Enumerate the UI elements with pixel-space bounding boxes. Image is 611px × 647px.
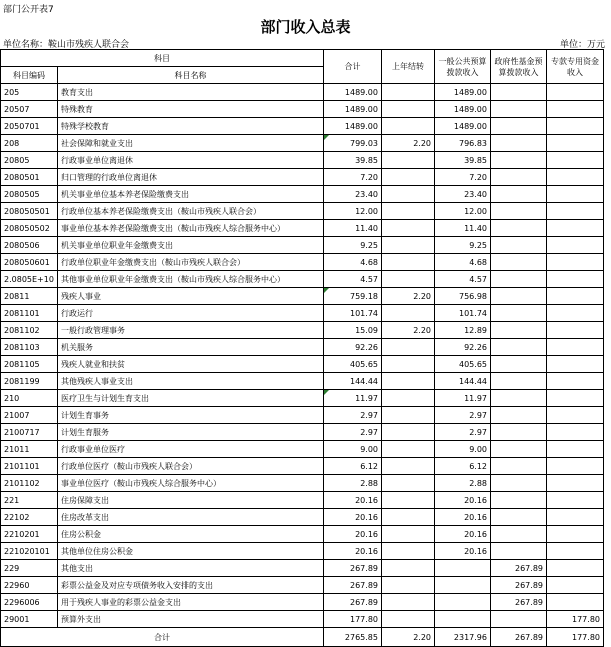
total-total: 2765.85 — [324, 628, 382, 647]
cell-name: 彩票公益金及对应专项债务收入安排的支出 — [58, 577, 324, 594]
table-row[interactable] — [1, 118, 604, 135]
table-row[interactable] — [1, 152, 604, 169]
cell-name: 行政单位医疗（鞍山市残疾人联合会） — [58, 458, 324, 475]
table-row[interactable] — [1, 458, 604, 475]
unit-row — [0, 36, 611, 50]
cell-code: 2081199 — [1, 373, 58, 390]
cell-code: 2100717 — [1, 424, 58, 441]
cell-special — [547, 458, 604, 475]
cell-general: 20.16 — [435, 526, 491, 543]
cell-name: 计划生育事务 — [58, 407, 324, 424]
cell-special — [547, 475, 604, 492]
cell-code: 22960 — [1, 577, 58, 594]
cell-name: 机关事业单位职业年金缴费支出 — [58, 237, 324, 254]
cell-special — [547, 135, 604, 152]
cell-total: 20.16 — [324, 543, 382, 560]
cell-special — [547, 560, 604, 577]
cell-total: 2.97 — [324, 407, 382, 424]
cell-fund — [491, 390, 547, 407]
cell-total: 267.89 — [324, 577, 382, 594]
table-row[interactable] — [1, 577, 604, 594]
table-row[interactable] — [1, 237, 604, 254]
cell-general: 11.40 — [435, 220, 491, 237]
cell-general — [435, 594, 491, 611]
cell-name: 行政单位职业年金缴费支出（鞍山市残疾人联合会） — [58, 254, 324, 271]
cell-special — [547, 237, 604, 254]
cell-fund — [491, 101, 547, 118]
unit-name: 单位名称：鞍山市残疾人联合会 — [3, 40, 130, 50]
cell-special — [547, 526, 604, 543]
total-carryover: 2.20 — [382, 628, 435, 647]
table-body — [1, 84, 604, 628]
cell-fund — [491, 271, 547, 288]
cell-fund — [491, 373, 547, 390]
table-row[interactable] — [1, 373, 604, 390]
cell-code: 2210201 — [1, 526, 58, 543]
total-special: 177.80 — [547, 628, 604, 647]
cell-special — [547, 407, 604, 424]
cell-fund — [491, 118, 547, 135]
cell-carryover: 2.20 — [382, 288, 435, 305]
cell-fund — [491, 152, 547, 169]
cell-general: 39.85 — [435, 152, 491, 169]
cell-fund — [491, 356, 547, 373]
cell-total: 405.65 — [324, 356, 382, 373]
cell-code: 208050501 — [1, 203, 58, 220]
cell-fund: 267.89 — [491, 577, 547, 594]
cell-carryover — [382, 543, 435, 560]
cell-general: 9.00 — [435, 441, 491, 458]
table-row[interactable] — [1, 135, 604, 152]
cell-general: 1489.00 — [435, 101, 491, 118]
cell-total: 101.74 — [324, 305, 382, 322]
cell-carryover — [382, 84, 435, 101]
cell-carryover: 2.20 — [382, 322, 435, 339]
cell-name: 事业单位基本养老保险缴费支出（鞍山市残疾人综合服务中心） — [58, 220, 324, 237]
cell-total: 1489.00 — [324, 84, 382, 101]
table-row[interactable] — [1, 169, 604, 186]
cell-special — [547, 118, 604, 135]
cell-special — [547, 305, 604, 322]
cell-name: 残疾人事业 — [58, 288, 324, 305]
header-carryover: 上年结转 — [382, 50, 435, 84]
table-row[interactable] — [1, 543, 604, 560]
cell-special — [547, 373, 604, 390]
total-fund: 267.89 — [491, 628, 547, 647]
cell-carryover — [382, 237, 435, 254]
table-row[interactable] — [1, 560, 604, 577]
cell-total: 144.44 — [324, 373, 382, 390]
sheet-label-row — [0, 0, 611, 16]
table-row[interactable] — [1, 288, 604, 305]
cell-carryover — [382, 560, 435, 577]
cell-name: 预算外支出 — [58, 611, 324, 628]
cell-code: 29001 — [1, 611, 58, 628]
cell-general: 2.97 — [435, 424, 491, 441]
header-general: 一般公共预算拨款收入 — [435, 50, 491, 84]
cell-special — [547, 492, 604, 509]
cell-general: 11.97 — [435, 390, 491, 407]
cell-carryover — [382, 577, 435, 594]
cell-total: 92.26 — [324, 339, 382, 356]
cell-carryover — [382, 203, 435, 220]
cell-fund — [491, 509, 547, 526]
cell-code: 2080505 — [1, 186, 58, 203]
cell-code: 2101101 — [1, 458, 58, 475]
cell-general: 92.26 — [435, 339, 491, 356]
cell-special — [547, 577, 604, 594]
cell-general: 796.83 — [435, 135, 491, 152]
cell-carryover — [382, 509, 435, 526]
cell-name: 医疗卫生与计划生育支出 — [58, 390, 324, 407]
cell-name: 其他事业单位职业年金缴费支出（鞍山市残疾人综合服务中心） — [58, 271, 324, 288]
cell-special — [547, 339, 604, 356]
cell-code: 20507 — [1, 101, 58, 118]
cell-fund — [491, 339, 547, 356]
table-row[interactable] — [1, 186, 604, 203]
cell-carryover — [382, 475, 435, 492]
table-row[interactable] — [1, 526, 604, 543]
cell-general: 12.89 — [435, 322, 491, 339]
cell-total: 2.88 — [324, 475, 382, 492]
sheet-label: 部门公开表7 — [3, 5, 54, 15]
cell-code: 208050502 — [1, 220, 58, 237]
cell-special — [547, 424, 604, 441]
cell-carryover: 2.20 — [382, 135, 435, 152]
cell-code: 208 — [1, 135, 58, 152]
cell-special — [547, 509, 604, 526]
cell-total: 267.89 — [324, 560, 382, 577]
cell-code: 2050701 — [1, 118, 58, 135]
cell-code: 2.0805E+10 — [1, 271, 58, 288]
cell-carryover — [382, 186, 435, 203]
income-table — [0, 49, 604, 647]
cell-fund — [491, 611, 547, 628]
cell-fund — [491, 441, 547, 458]
cell-fund — [491, 254, 547, 271]
cell-fund — [491, 492, 547, 509]
cell-general: 20.16 — [435, 543, 491, 560]
cell-general: 7.20 — [435, 169, 491, 186]
cell-carryover — [382, 169, 435, 186]
cell-general: 4.57 — [435, 271, 491, 288]
cell-carryover — [382, 305, 435, 322]
table-row[interactable] — [1, 390, 604, 407]
cell-fund — [491, 543, 547, 560]
header-fund: 政府性基金预算拨款收入 — [491, 50, 547, 84]
cell-code: 22102 — [1, 509, 58, 526]
cell-code: 2080506 — [1, 237, 58, 254]
cell-name: 住房改革支出 — [58, 509, 324, 526]
table-row[interactable] — [1, 84, 604, 101]
header-code: 科目编码 — [1, 67, 58, 84]
cell-fund — [491, 458, 547, 475]
cell-general: 23.40 — [435, 186, 491, 203]
cell-code: 210 — [1, 390, 58, 407]
cell-code: 208050601 — [1, 254, 58, 271]
cell-name: 机关事业单位基本养老保险缴费支出 — [58, 186, 324, 203]
cell-special — [547, 169, 604, 186]
cell-carryover — [382, 118, 435, 135]
cell-total: 1489.00 — [324, 118, 382, 135]
unit-label: 单位：万元 — [559, 40, 605, 50]
table-row[interactable] — [1, 254, 604, 271]
cell-total: 23.40 — [324, 186, 382, 203]
cell-fund — [491, 407, 547, 424]
table-row[interactable] — [1, 322, 604, 339]
table-row[interactable] — [1, 441, 604, 458]
cell-total: 799.03 — [324, 135, 382, 152]
cell-total: 6.12 — [324, 458, 382, 475]
cell-special — [547, 390, 604, 407]
cell-total: 7.20 — [324, 169, 382, 186]
cell-code: 221020101 — [1, 543, 58, 560]
cell-general — [435, 611, 491, 628]
table-row[interactable] — [1, 407, 604, 424]
cell-name: 一般行政管理事务 — [58, 322, 324, 339]
cell-name: 归口管理的行政单位离退休 — [58, 169, 324, 186]
cell-code: 20805 — [1, 152, 58, 169]
cell-total: 1489.00 — [324, 101, 382, 118]
cell-total: 177.80 — [324, 611, 382, 628]
cell-carryover — [382, 424, 435, 441]
cell-carryover — [382, 611, 435, 628]
cell-special — [547, 441, 604, 458]
cell-code: 2080501 — [1, 169, 58, 186]
cell-carryover — [382, 407, 435, 424]
total-general: 2317.96 — [435, 628, 491, 647]
total-row[interactable] — [1, 628, 604, 647]
cell-fund — [491, 305, 547, 322]
cell-name: 行政运行 — [58, 305, 324, 322]
cell-general: 12.00 — [435, 203, 491, 220]
cell-fund — [491, 526, 547, 543]
cell-general — [435, 577, 491, 594]
cell-fund — [491, 322, 547, 339]
cell-fund — [491, 288, 547, 305]
cell-name: 机关服务 — [58, 339, 324, 356]
cell-total: 20.16 — [324, 526, 382, 543]
cell-name: 特殊教育 — [58, 101, 324, 118]
header-total: 合计 — [324, 50, 382, 84]
cell-special — [547, 203, 604, 220]
table-row[interactable] — [1, 271, 604, 288]
cell-special — [547, 152, 604, 169]
cell-special — [547, 594, 604, 611]
cell-fund — [491, 475, 547, 492]
cell-code: 2081101 — [1, 305, 58, 322]
cell-carryover — [382, 220, 435, 237]
header-special: 专款专用资金收入 — [547, 50, 604, 84]
header-name: 科目名称 — [58, 67, 324, 84]
table-row[interactable] — [1, 356, 604, 373]
cell-fund — [491, 237, 547, 254]
cell-total: 20.16 — [324, 492, 382, 509]
table-row[interactable] — [1, 203, 604, 220]
cell-fund — [491, 424, 547, 441]
table-row[interactable] — [1, 594, 604, 611]
cell-general: 6.12 — [435, 458, 491, 475]
cell-code: 21011 — [1, 441, 58, 458]
cell-general: 405.65 — [435, 356, 491, 373]
cell-total: 15.09 — [324, 322, 382, 339]
cell-total: 39.85 — [324, 152, 382, 169]
cell-special — [547, 220, 604, 237]
cell-total: 4.68 — [324, 254, 382, 271]
cell-code: 2296006 — [1, 594, 58, 611]
cell-code: 2081103 — [1, 339, 58, 356]
cell-total: 2.97 — [324, 424, 382, 441]
cell-special — [547, 543, 604, 560]
cell-code: 20811 — [1, 288, 58, 305]
cell-fund — [491, 169, 547, 186]
table-row[interactable] — [1, 220, 604, 237]
cell-name: 其他单位住房公积金 — [58, 543, 324, 560]
cell-fund: 267.89 — [491, 560, 547, 577]
cell-carryover — [382, 492, 435, 509]
cell-total: 9.00 — [324, 441, 382, 458]
cell-carryover — [382, 594, 435, 611]
cell-carryover — [382, 101, 435, 118]
cell-carryover — [382, 373, 435, 390]
cell-name: 住房保障支出 — [58, 492, 324, 509]
cell-carryover — [382, 152, 435, 169]
table-row[interactable] — [1, 424, 604, 441]
table-row[interactable] — [1, 475, 604, 492]
cell-carryover — [382, 271, 435, 288]
cell-total: 20.16 — [324, 509, 382, 526]
cell-name: 社会保障和就业支出 — [58, 135, 324, 152]
cell-name: 用于残疾人事业的彩票公益金支出 — [58, 594, 324, 611]
cell-carryover — [382, 339, 435, 356]
cell-name: 残疾人就业和扶贫 — [58, 356, 324, 373]
cell-carryover — [382, 390, 435, 407]
cell-total: 12.00 — [324, 203, 382, 220]
cell-special — [547, 101, 604, 118]
cell-general: 144.44 — [435, 373, 491, 390]
cell-general: 2.97 — [435, 407, 491, 424]
cell-name: 行政事业单位医疗 — [58, 441, 324, 458]
table-row[interactable] — [1, 305, 604, 322]
cell-code: 205 — [1, 84, 58, 101]
cell-code: 2101102 — [1, 475, 58, 492]
cell-code: 229 — [1, 560, 58, 577]
cell-carryover — [382, 526, 435, 543]
cell-general — [435, 560, 491, 577]
table-row[interactable] — [1, 339, 604, 356]
total-label: 合计 — [1, 628, 324, 647]
cell-carryover — [382, 254, 435, 271]
cell-name: 其他残疾人事业支出 — [58, 373, 324, 390]
cell-fund — [491, 84, 547, 101]
page-title: 部门收入总表 — [260, 18, 351, 36]
cell-code: 21007 — [1, 407, 58, 424]
cell-general: 101.74 — [435, 305, 491, 322]
cell-general: 20.16 — [435, 509, 491, 526]
cell-carryover — [382, 356, 435, 373]
cell-name: 行政单位基本养老保险缴费支出（鞍山市残疾人联合会） — [58, 203, 324, 220]
cell-fund — [491, 186, 547, 203]
cell-general: 4.68 — [435, 254, 491, 271]
cell-name: 事业单位医疗（鞍山市残疾人综合服务中心） — [58, 475, 324, 492]
cell-total: 9.25 — [324, 237, 382, 254]
cell-code: 2081105 — [1, 356, 58, 373]
cell-total: 759.18 — [324, 288, 382, 305]
cell-general: 756.98 — [435, 288, 491, 305]
cell-code: 2081102 — [1, 322, 58, 339]
cell-special — [547, 271, 604, 288]
cell-special — [547, 186, 604, 203]
cell-name: 其他支出 — [58, 560, 324, 577]
cell-general: 20.16 — [435, 492, 491, 509]
cell-special: 177.80 — [547, 611, 604, 628]
cell-name: 教育支出 — [58, 84, 324, 101]
cell-total: 11.40 — [324, 220, 382, 237]
cell-total: 267.89 — [324, 594, 382, 611]
cell-code: 221 — [1, 492, 58, 509]
cell-fund — [491, 220, 547, 237]
cell-special — [547, 84, 604, 101]
cell-name: 行政事业单位离退休 — [58, 152, 324, 169]
cell-name: 计划生育服务 — [58, 424, 324, 441]
cell-general: 1489.00 — [435, 84, 491, 101]
cell-special — [547, 288, 604, 305]
table-row[interactable] — [1, 101, 604, 118]
cell-fund: 267.89 — [491, 594, 547, 611]
cell-general: 2.88 — [435, 475, 491, 492]
cell-name: 住房公积金 — [58, 526, 324, 543]
cell-special — [547, 322, 604, 339]
cell-name: 特殊学校教育 — [58, 118, 324, 135]
cell-carryover — [382, 441, 435, 458]
cell-fund — [491, 135, 547, 152]
cell-special — [547, 254, 604, 271]
table-row[interactable] — [1, 509, 604, 526]
cell-general: 9.25 — [435, 237, 491, 254]
cell-total: 4.57 — [324, 271, 382, 288]
table-row[interactable] — [1, 492, 604, 509]
table-row[interactable] — [1, 611, 604, 628]
cell-special — [547, 356, 604, 373]
cell-total: 11.97 — [324, 390, 382, 407]
cell-general: 1489.00 — [435, 118, 491, 135]
cell-carryover — [382, 458, 435, 475]
cell-fund — [491, 203, 547, 220]
header-subject: 科目 — [1, 50, 324, 67]
